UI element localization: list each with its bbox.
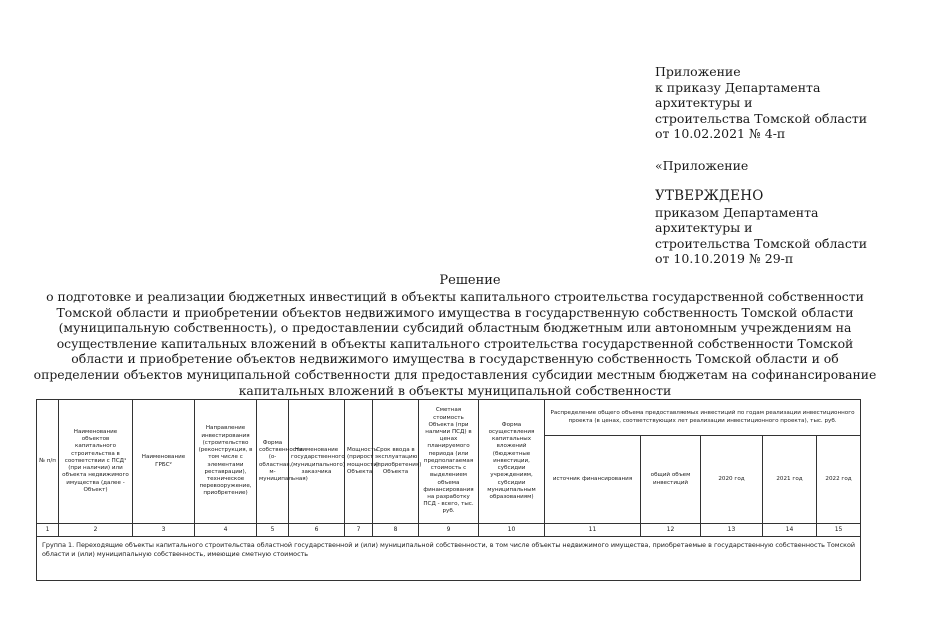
header-number: № п/п xyxy=(37,400,59,524)
column-number: 15 xyxy=(817,524,861,537)
appendix-line: строительства Томской области xyxy=(655,110,868,126)
investment-table xyxy=(36,399,861,581)
header-ownership-form: Форма собственности (о-областная, м-муниципальная) xyxy=(257,400,289,524)
header-total-investment: общий объем инвестиций xyxy=(641,436,701,524)
header-funding-source: источник финансирования xyxy=(545,436,641,524)
approved-line: приказом Департамента xyxy=(655,204,819,220)
header-object-name: Наименование объектов капитального строительства в соответствии с ПСД¹ (при наличии) или объекта недвижимого имущества (далее - Объект) xyxy=(59,400,133,524)
column-number: 12 xyxy=(641,524,701,537)
header-estimated-cost: Сметная стоимость Объекта (при наличии ПСД) в ценах планируемого периода (или предполагаемая стоимость с выделением объема финансирования на разработку ПСД - всего, тыс. руб. xyxy=(419,400,479,524)
approved-line: строительства Томской области xyxy=(655,235,868,251)
header-investment-direction: Направление инвестирования (строительство (реконструкция, в том числе с элементами реставрации), техническое перевооружение, приобретение) xyxy=(195,400,257,524)
header-distribution-group: Распределение общего объема предоставляемых инвестиций по годам реализации инвестиционного проекта (в ценах, соответствующих лет реализации инвестиционного проекта), тыс. руб. xyxy=(545,400,861,436)
group-row: Группа 1. Переходящие объекты капитального строительства областной государственной и (или) муниципальной собственности, в том числе объекты недвижимого имущества, приобретаемые в государственную собственность Томской области и (или) муниципальную собственность, имеющие сметную стоимость xyxy=(37,537,861,581)
header-year-2022: 2022 год xyxy=(817,436,861,524)
column-number: 1 xyxy=(37,524,59,537)
column-number: 8 xyxy=(373,524,419,537)
column-number: 3 xyxy=(133,524,195,537)
header-customer: Наименование государственного (муниципального) заказчика xyxy=(289,400,345,524)
decision-text: о подготовке и реализации бюджетных инвестиций в объекты капитального строительства государственной собственности Томской области и приобретении объектов недвижимого имущества в государственную собственность Томской области (муниципальную собственность), о предоставлении субсидий областным бюджетным или автономным учреждениям на осуществление капитальных вложений в объекты капитального строительства государственной собственности Томской области и приобретение объектов недвижимого имущества в государственную собственность Томской области и об определении объектов муниципальной собственности для предоставления субсидии местным бюджетам на софинансирование капитальных вложений в объекты муниципальной собственности xyxy=(33,289,877,398)
appendix-line: архитектуры и xyxy=(655,95,753,110)
column-number: 5 xyxy=(257,524,289,537)
column-number: 10 xyxy=(479,524,545,537)
column-number: 11 xyxy=(545,524,641,537)
approved-line: от 10.10.2019 № 29-п xyxy=(655,251,794,266)
appendix-block xyxy=(655,64,900,267)
column-number: 9 xyxy=(419,524,479,537)
column-number: 2 xyxy=(59,524,133,537)
inner-appendix-label: «Приложение xyxy=(655,157,749,173)
header-grbs: Наименование ГРБС² xyxy=(133,400,195,524)
header-year-2020: 2020 год xyxy=(701,436,763,524)
column-number: 14 xyxy=(763,524,817,537)
column-number: 4 xyxy=(195,524,257,537)
appendix-line: Приложение xyxy=(655,64,741,79)
column-number: 7 xyxy=(345,524,373,537)
decision-title: Решение xyxy=(439,273,501,288)
header-commissioning-date: Срок ввода в эксплуатацию (приобретения) Объекта xyxy=(373,400,419,524)
appendix-line: от 10.02.2021 № 4-п xyxy=(655,126,786,141)
header-capacity: Мощность (прирост мощности) Объекта xyxy=(345,400,373,524)
column-number: 13 xyxy=(701,524,763,537)
header-investment-form: Форма осуществления капитальных вложений (бюджетные инвестиции, субсидии учреждениям, субсидии муниципальным образованиям) xyxy=(479,400,545,524)
appendix-line: к приказу Департамента xyxy=(655,79,821,95)
approved-line: архитектуры и xyxy=(655,220,753,235)
approved-title: УТВЕРЖДЕНО xyxy=(655,188,764,204)
header-year-2021: 2021 год xyxy=(763,436,817,524)
column-number: 6 xyxy=(289,524,345,537)
